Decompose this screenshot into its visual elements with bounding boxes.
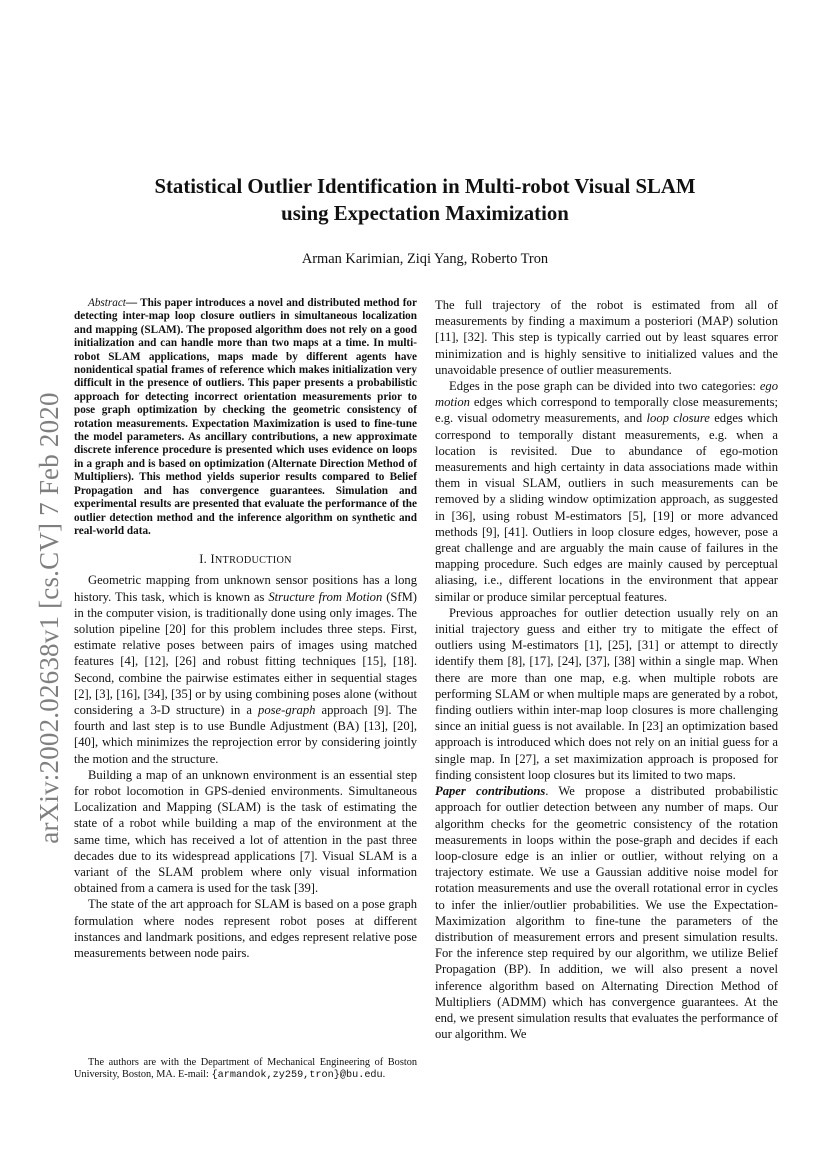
- abstract-label: Abstract: [88, 297, 126, 309]
- section-title-rest: NTRODUCTION: [214, 555, 292, 567]
- section-title-initial: I: [210, 552, 215, 567]
- text-run: edges which correspond to temporally distant measurements, e.g. when a location is revisited. Due to abundance of ego-motion measurements and high certainty in data associations made within them in visual SLAM, outliers in such measurements can be removed by a sliding window optimization approach, as suggested in [36], using robust M-estimators [5], [19] or more advanced methods [9], [41]. Outliers in loop closure edges, however, pose a great challenge and are arguably the main cause of failures in the mapping procedure. Such edges are mainly caused by perceptual aliasing, i.e., different locations in the environment that appear similar or produce similar perceptual features.: [435, 411, 778, 604]
- text-run: approach [9]. The fourth and last step is to use Bundle Adjustment (BA) [13], [20], [40], which minimizes the reprojection error by considering jointly the motion and the structure.: [74, 702, 417, 766]
- right-column: [435, 297, 778, 1042]
- right-paragraph-3: Previous approaches for outlier detection usually rely on an initial trajectory guess and either try to mitigate the effect of outliers using M-estimators [1], [25], [31] or attempt to directly identify them [8], [17], [24], [37], [38] within a single map. When there are more than one map, e.g. when multiple robots are performing SLAM or when multiple maps are generated by a robot, finding outliers within inter-map loop closures is more challenging since an initial guess is not available. In [23] an optimization based approach is introduced which does not rely on an initial guess for a single map. In [27], a set maximization approach is proposed for finding consistent loop closures but its limited to two maps.: [435, 605, 778, 782]
- left-column: [74, 297, 417, 961]
- abstract-dash: —: [125, 297, 141, 309]
- intro-paragraph-1: [74, 572, 417, 766]
- text-run: Geometric mapping from unknown sensor positions has a long history. This task, which is known as: [74, 573, 417, 604]
- text-run: (SfM) in the computer vision, is traditionally done using only images. The solution pipeline [20] for this problem includes three steps. First, estimate relative poses between pairs of images using matched features [4], [12], [26] and robust fitting techniques [15], [18]. Second, combine the pairwise estimates either in sequential stages [2], [3], [16], [34], [35] or by using combining poses alone (without considering a 3-D structure) in a: [74, 589, 417, 717]
- emphasis-pose-graph: pose-graph: [258, 702, 316, 717]
- title-line-2: using Expectation Maximization: [281, 202, 569, 225]
- title-line-1: Statistical Outlier Identification in Multi-robot Visual SLAM: [154, 175, 696, 198]
- abstract-text: This paper introduces a novel and distributed method for detecting inter-map loop closure outliers in simultaneous localization and mapping (SLAM). The proposed algorithm does not rely on a good initialization and can handle more than two maps at a time. In multi-robot SLAM applications, maps made by different agents have nonidentical spatial frames of reference which makes initialization very difficult in the presence of outliers. This paper presents a probabilistic approach for detecting incorrect orientation measurements prior to pose graph optimization by checking the geometric consistency of rotation measurements. Expectation Maximization is used to fine-tune the model parameters. As ancillary contributions, a new approximate discrete inference procedure is presented which uses evidence on loops in a graph and is based on optimization (Alternate Direction Method of Multipliers). This method yields superior results compared to Belief Propagation and has convergence guarantees. Simulation and experimental results are presented that evaluate the performance of the outlier detection method and the inference algorithm on synthetic and real-world data.: [74, 297, 417, 537]
- section-heading-introduction: [74, 552, 417, 567]
- arxiv-identifier: arXiv:2002.02638v1 [cs.CV] 7 Feb 2020: [34, 392, 64, 844]
- emphasis-loop-closure: loop closure: [646, 411, 710, 426]
- section-number: I.: [199, 552, 211, 567]
- footnote-period: .: [382, 1069, 386, 1081]
- intro-paragraph-3: The state of the art approach for SLAM is based on a pose graph formulation where nodes represent robot poses at different instances and landmark positions, and edges represent relative pose measurements between node pairs.: [74, 897, 417, 960]
- footnote: [74, 1057, 417, 1083]
- abstract: [74, 297, 417, 538]
- paper-contributions-label: Paper contributions: [435, 784, 546, 799]
- footnote-text: The authors are with the Department of Mechanical Engineering of Boston University, Boston, MA. E-mail:: [74, 1057, 417, 1081]
- text-run: Edges in the pose graph can be divided into two categories:: [449, 379, 760, 394]
- right-paragraph-2: [435, 378, 778, 605]
- intro-paragraph-2: Building a map of an unknown environment is an essential step for robot locomotion in GPS-denied environments. Simultaneous Localization and Mapping (SLAM) is the task of estimating the state of a robot while building a map of the environment at the same time, which has received a lot of attention in the past three decades due to its widespread applications [7]. Visual SLAM is a variant of the SLAM problem where only visual information obtained from a camera is used for the task [39].: [74, 767, 417, 896]
- emphasis-sfm: Structure from Motion: [268, 589, 383, 604]
- footnote-email: {armandok,zy259,tron}@bu.edu: [211, 1070, 383, 1082]
- author-list: Arman Karimian, Ziqi Yang, Roberto Tron: [301, 251, 549, 267]
- right-paragraph-1: The full trajectory of the robot is estimated from all of measurements by finding a maximum a posteriori (MAP) solution [11], [32]. This step is typically carried out by least squares error minimization and is highly sensitive to initialized values and the unavoidable presence of outlier measurements.: [435, 298, 778, 377]
- right-paragraph-4: [435, 783, 778, 1042]
- text-run: . We propose a distributed probabilistic approach for outlier detection between any number of maps. Our algorithm checks for the geometric consistency of the rotation measurements in loops within the pose-graph and decides if each loop-closure edge is an inlier or outlier, without relying on a trajectory estimate. We use a Gaussian additive noise model for rotation measurements and use the overall rotational error in cycles to infer the inlier/outlier probabilities. We use the Expectation-Maximization algorithm to fine-tune the parameters of the distribution of measurement errors and present simulation results. For the inference step required by our algorithm, we utilize Belief Propagation (BP). In addition, we will also present a novel inference algorithm based on Alternating Direction Method of Multipliers (ADMM) which has convergence guarantees. At the end, we present simulation results that evaluates the performance of our algorithm. We: [435, 784, 778, 1042]
- emphasis-ego-motion: ego motion: [435, 379, 778, 410]
- text-run: edges which correspond to temporally close measurements; e.g. visual odometry measurements, and: [435, 395, 778, 426]
- paper-title: [70, 173, 780, 227]
